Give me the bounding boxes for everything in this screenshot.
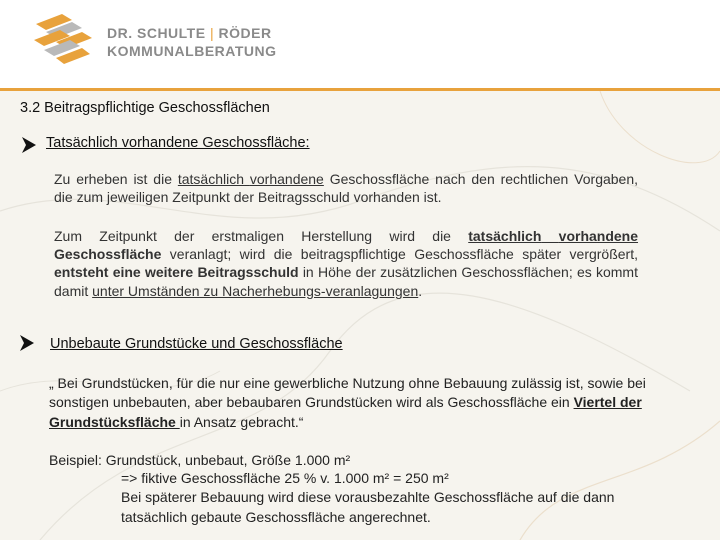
arrow-bullet-icon [22, 137, 36, 153]
example-line-2: => fiktive Geschossfläche 25 % v. 1.000 m² = 250 m² [121, 470, 449, 486]
bullet-heading-1: Tatsächlich vorhandene Geschossfläche: [46, 135, 310, 151]
bullet-heading-2: Unbebaute Grundstücke und Geschossfläche [50, 336, 343, 352]
example-line-1: Beispiel: Grundstück, unbebaut, Größe 1.000 m² [49, 452, 351, 468]
paragraph-1: Zu erheben ist die tatsächlich vorhandene Geschossfläche nach den rechtlichen Vorgaben, die zum jeweiligen Zeitpunkt der Beitragsschuld vorhanden ist. [54, 171, 639, 206]
slide-content [0, 91, 720, 540]
example-line-4: tatsächlich gebaute Geschossfläche angerechnet. [121, 509, 431, 525]
header [0, 0, 720, 88]
brand-name: DR. SCHULTE | RÖDER [107, 25, 272, 41]
paragraph-2: Zum Zeitpunkt der erstmaligen Herstellung wird die tatsächlich vorhandene Geschossfläche veranlagt; wird die beitragspflichtige Geschossfläche später vergrößert, entsteht eine weitere Beitragsschuld in Höhe der zusätzlichen Geschossflächen; es kommt damit unter Umständen zu Nacherhebungs-veranlagungen. [54, 228, 639, 299]
brand-subtitle: KOMMUNALBERATUNG [107, 43, 277, 59]
logo-icon [32, 14, 96, 66]
quotation: „ Bei Grundstücken, für die nur eine gewerbliche Nutzung ohne Bebauung zulässig ist, sowie bei sonstigen unbebauten, aber bebaubaren Grundstücken wird als Geschossfläche ein Viertel der Grundstücksfläche in Ansatz gebracht.“ [49, 375, 646, 430]
section-title: 3.2 Beitragspflichtige Geschossflächen [20, 100, 270, 116]
arrow-bullet-icon [20, 335, 34, 351]
example-line-3: Bei späterer Bebauung wird diese vorausbezahlte Geschossfläche auf die dann [121, 489, 615, 505]
